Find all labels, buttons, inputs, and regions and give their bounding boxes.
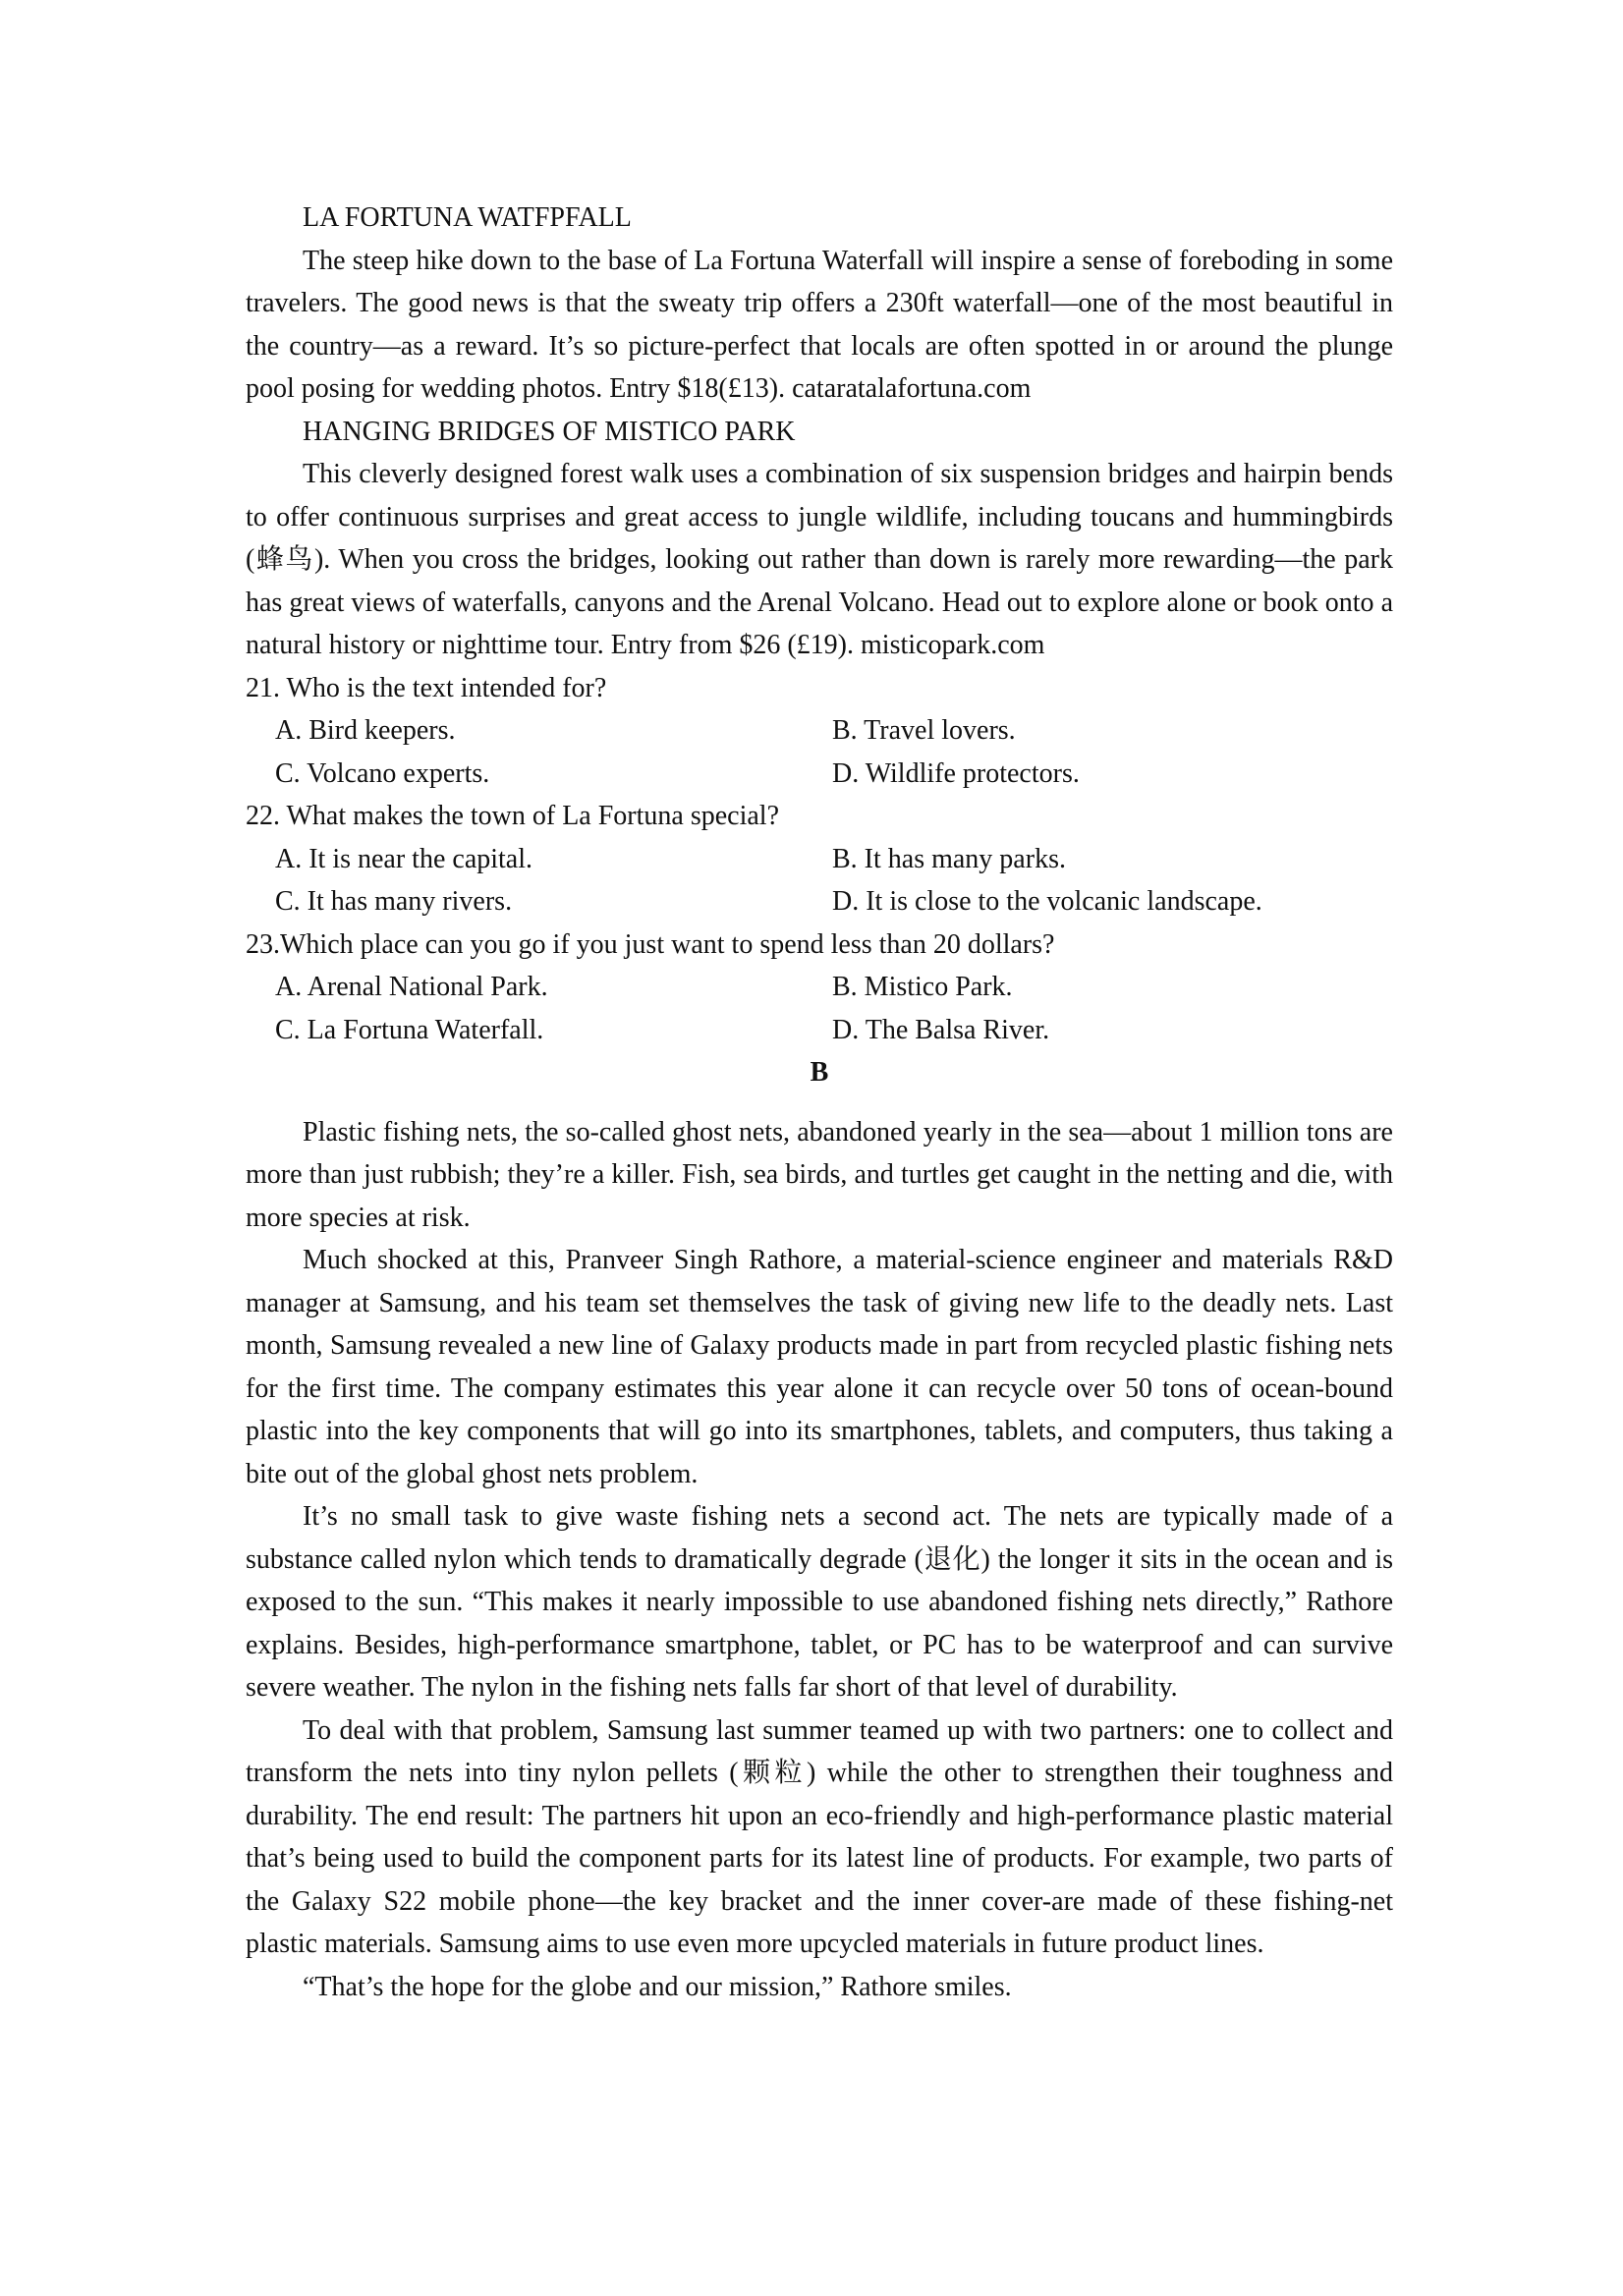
question-23 [246,924,1393,1052]
option-c: C. La Fortuna Waterfall. [275,1014,544,1045]
option-b: B. Travel lovers. [832,715,1016,746]
option-row [246,880,1393,924]
option-d: D. The Balsa River. [832,1014,1050,1045]
option-a: A. Bird keepers. [275,715,456,746]
option-a: A. It is near the capital. [275,843,533,874]
question-stem: 23.Which place can you go if you just want to spend less than 20 dollars? [246,928,1055,960]
document-page [246,196,1393,2008]
waterfall-paragraph: The steep hike down to the base of La Fortuna Waterfall will inspire a sense of foreboding in some travelers. The good news is that the sweaty trip offers a 230ft waterfall—one of the most beautiful in the country—as a reward. It’s so picture-perfect that locals are often spotted in or around the plunge pool posing for wedding photos. Entry $18(£13). cataratalafortuna.com [246,245,1393,404]
option-row [246,966,1393,1009]
question-21 [246,667,1393,796]
option-b: B. It has many parks. [832,843,1066,874]
option-d: D. Wildlife protectors. [832,757,1080,789]
question-22 [246,795,1393,924]
bridges-heading: HANGING BRIDGES OF MISTICO PARK [303,416,796,447]
passage-b-paragraph-5: “That’s the hope for the globe and our mission,” Rathore smiles. [303,1971,1012,2002]
option-c: C. Volcano experts. [275,757,490,789]
question-stem: 21. Who is the text intended for? [246,672,607,703]
question-stem: 22. What makes the town of La Fortuna special? [246,801,779,831]
option-row [246,1009,1393,1052]
option-row [246,838,1393,881]
option-c: C. It has many rivers. [275,886,513,917]
option-d: D. It is close to the volcanic landscape. [832,886,1262,917]
option-row [246,753,1393,796]
passage-b-paragraph-1: Plastic fishing nets, the so-called ghost nets, abandoned yearly in the sea—about 1 million tons are more than just rubbish; they’re a killer. Fish, sea birds, and turtles get caught in the netting and die, with more species at risk. [246,1116,1393,1233]
passage-b-paragraph-2: Much shocked at this, Pranveer Singh Rathore, a material-science engineer and materials R&D manager at Samsung, and his team set themselves the task of giving new life to the deadly nets. Last month, Samsung revealed a new line of Galaxy products made in part from recycled plastic fishing nets for the first time. The company estimates this year alone it can recycle over 50 tons of ocean-bound plastic into the key components that will go into its smartphones, tablets, and computers, thus taking a bite out of the global ghost nets problem. [246,1245,1393,1489]
bridges-paragraph: This cleverly designed forest walk uses a combination of six suspension bridges and hairpin bends to offer continuous surprises and great access to jungle wildlife, including toucans and hummingbirds (蜂鸟). When you cross the bridges, looking out rather than down is rarely more rewarding—the park has great views of waterfalls, canyons and the Arenal Volcano. Head out to explore alone or book onto a natural history or nighttime tour. Entry from $26 (£19). misticopark.com [246,459,1393,660]
waterfall-heading: LA FORTUNA WATFPFALL [303,202,632,233]
option-b: B. Mistico Park. [832,972,1013,1002]
option-a: A. Arenal National Park. [275,972,548,1002]
passage-b-paragraph-3: It’s no small task to give waste fishing nets a second act. The nets are typically made of a substance called nylon which tends to dramatically degrade (退化) the longer it sits in the ocean and is exposed to the sun. “This makes it nearly impossible to use abandoned fishing nets directly,” Rathore explains. Besides, high-performance smartphone, tablet, or PC has to be waterproof and can survive severe weather. The nylon in the fishing nets falls far short of that level of durability. [246,1501,1393,1703]
section-b-label: B [810,1057,829,1088]
passage-b-paragraph-4: To deal with that problem, Samsung last summer teamed up with two partners: one to collect and transform the nets into tiny nylon pellets (颗粒) while the other to strengthen their toughness and durability. The end result: The partners hit upon an eco-friendly and high-performance plastic material that’s being used to build the component parts for its latest line of products. For example, two parts of the Galaxy S22 mobile phone—the key bracket and the inner cover-are made of these fishing-net plastic materials. Samsung aims to use even more upcycled materials in future product lines. [246,1714,1393,1959]
option-row [246,709,1393,753]
